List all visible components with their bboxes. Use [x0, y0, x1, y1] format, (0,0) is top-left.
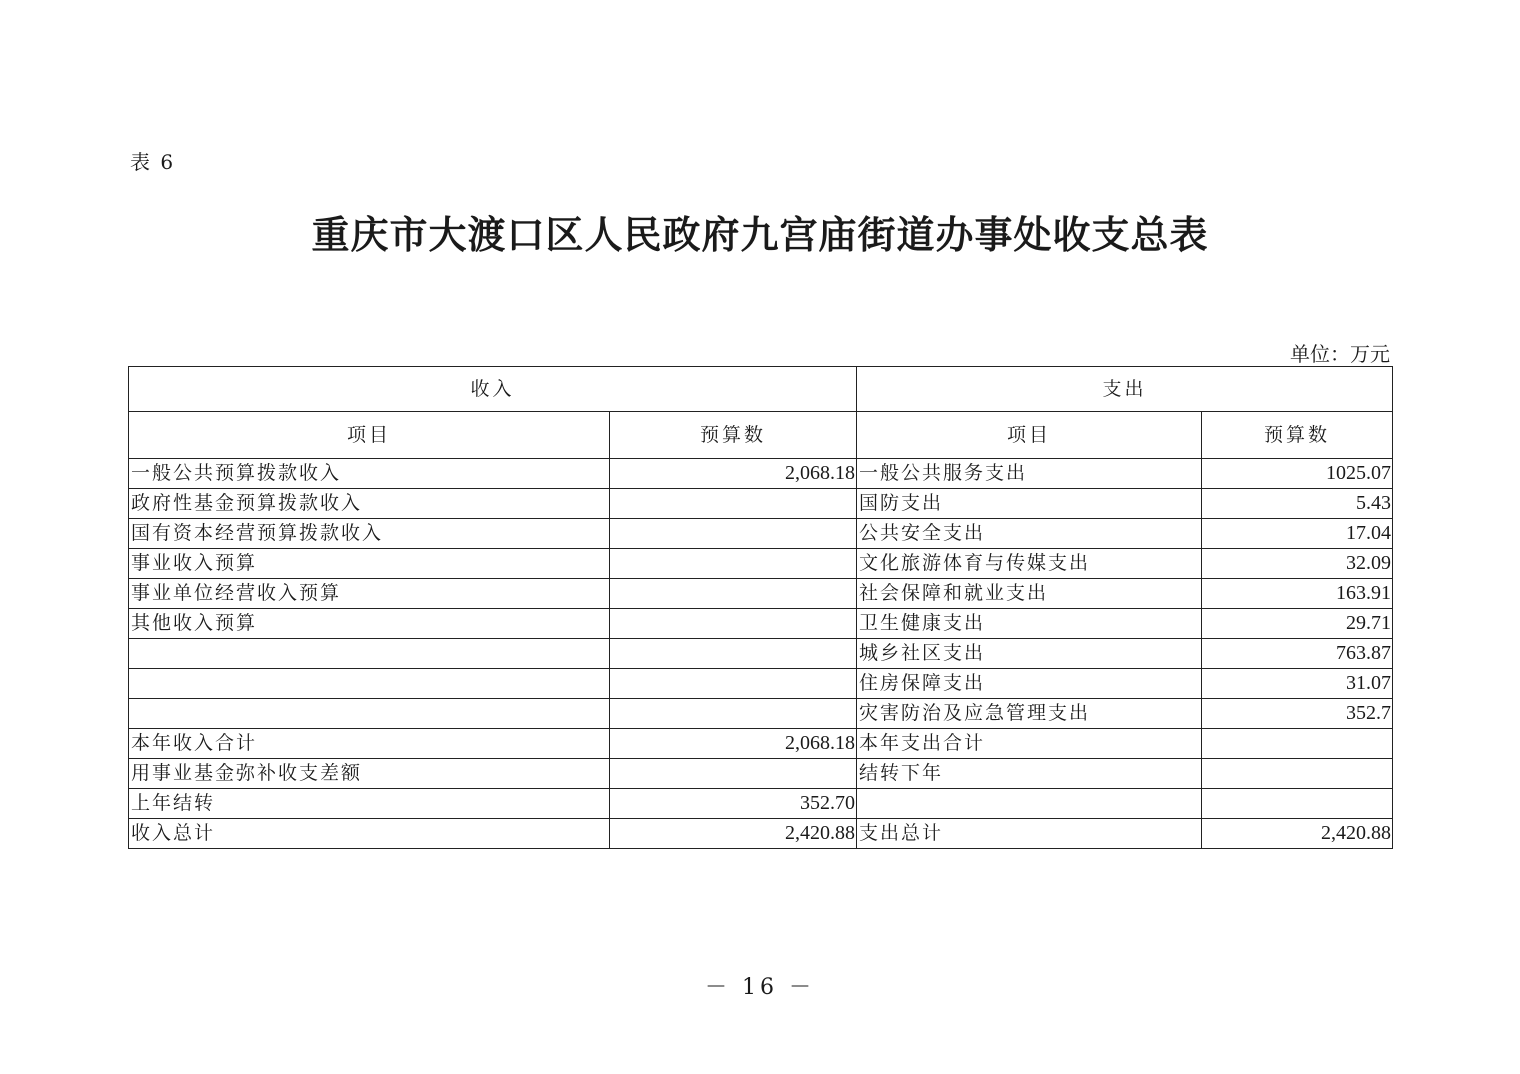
unit-label: 单位：万元 — [1290, 342, 1390, 366]
column-header-row — [129, 412, 1393, 459]
expense-amount-cell: 1025.07 — [1202, 459, 1393, 489]
income-amount-cell — [610, 759, 857, 789]
expense-amount-header: 预算数 — [1202, 412, 1393, 459]
income-item-cell: 一般公共预算拨款收入 — [129, 459, 610, 489]
group-header-row — [129, 367, 1393, 412]
table-row — [129, 729, 1393, 759]
page-number: － 16 － — [705, 975, 815, 1000]
expense-item-cell: 文化旅游体育与传媒支出 — [857, 549, 1202, 579]
income-item-cell: 国有资本经营预算拨款收入 — [129, 519, 610, 549]
income-item-cell — [129, 699, 610, 729]
income-amount-cell — [610, 489, 857, 519]
income-amount-cell: 2,068.18 — [610, 459, 857, 489]
income-item-cell: 政府性基金预算拨款收入 — [129, 489, 610, 519]
income-item-cell: 上年结转 — [129, 789, 610, 819]
table-row — [129, 459, 1393, 489]
table-row — [129, 579, 1393, 609]
expense-item-cell: 本年支出合计 — [857, 729, 1202, 759]
expense-amount-cell: 352.7 — [1202, 699, 1393, 729]
expense-amount-cell: 31.07 — [1202, 669, 1393, 699]
table-number: 表 6 — [130, 150, 176, 174]
income-amount-cell — [610, 639, 857, 669]
expense-amount-cell: 17.04 — [1202, 519, 1393, 549]
expense-amount-cell: 5.43 — [1202, 489, 1393, 519]
income-amount-cell: 2,068.18 — [610, 729, 857, 759]
income-item-cell — [129, 639, 610, 669]
expense-amount-cell — [1202, 759, 1393, 789]
expense-item-cell: 住房保障支出 — [857, 669, 1202, 699]
income-item-cell — [129, 669, 610, 699]
budget-summary-table — [128, 366, 1393, 849]
income-item-cell: 事业收入预算 — [129, 549, 610, 579]
income-amount-cell: 2,420.88 — [610, 819, 857, 849]
expense-item-cell: 卫生健康支出 — [857, 609, 1202, 639]
table-row — [129, 519, 1393, 549]
expense-item-cell: 公共安全支出 — [857, 519, 1202, 549]
income-amount-cell — [610, 669, 857, 699]
expense-amount-cell: 29.71 — [1202, 609, 1393, 639]
table-row — [129, 819, 1393, 849]
income-amount-cell — [610, 519, 857, 549]
expense-item-cell: 灾害防治及应急管理支出 — [857, 699, 1202, 729]
expense-item-cell — [857, 789, 1202, 819]
table-row — [129, 789, 1393, 819]
table-row — [129, 549, 1393, 579]
income-group-header: 收入 — [129, 367, 857, 412]
expense-amount-cell: 763.87 — [1202, 639, 1393, 669]
income-amount-cell: 352.70 — [610, 789, 857, 819]
expense-group-header: 支出 — [857, 367, 1393, 412]
income-item-cell: 其他收入预算 — [129, 609, 610, 639]
income-amount-header: 预算数 — [610, 412, 857, 459]
table-row — [129, 699, 1393, 729]
expense-amount-cell: 163.91 — [1202, 579, 1393, 609]
expense-amount-cell: 2,420.88 — [1202, 819, 1393, 849]
table-row — [129, 669, 1393, 699]
expense-item-cell: 城乡社区支出 — [857, 639, 1202, 669]
expense-item-header: 项目 — [857, 412, 1202, 459]
income-item-cell: 本年收入合计 — [129, 729, 610, 759]
income-item-cell: 用事业基金弥补收支差额 — [129, 759, 610, 789]
document-title: 重庆市大渡口区人民政府九宫庙街道办事处收支总表 — [311, 212, 1209, 257]
income-item-cell: 收入总计 — [129, 819, 610, 849]
table-row — [129, 639, 1393, 669]
expense-item-cell: 国防支出 — [857, 489, 1202, 519]
expense-item-cell: 社会保障和就业支出 — [857, 579, 1202, 609]
income-item-cell: 事业单位经营收入预算 — [129, 579, 610, 609]
expense-amount-cell — [1202, 729, 1393, 759]
table-row — [129, 609, 1393, 639]
expense-amount-cell: 32.09 — [1202, 549, 1393, 579]
expense-item-cell: 支出总计 — [857, 819, 1202, 849]
income-amount-cell — [610, 579, 857, 609]
expense-amount-cell — [1202, 789, 1393, 819]
income-amount-cell — [610, 549, 857, 579]
expense-item-cell: 一般公共服务支出 — [857, 459, 1202, 489]
income-amount-cell — [610, 699, 857, 729]
table-row — [129, 759, 1393, 789]
table-row — [129, 489, 1393, 519]
income-amount-cell — [610, 609, 857, 639]
income-item-header: 项目 — [129, 412, 610, 459]
expense-item-cell: 结转下年 — [857, 759, 1202, 789]
